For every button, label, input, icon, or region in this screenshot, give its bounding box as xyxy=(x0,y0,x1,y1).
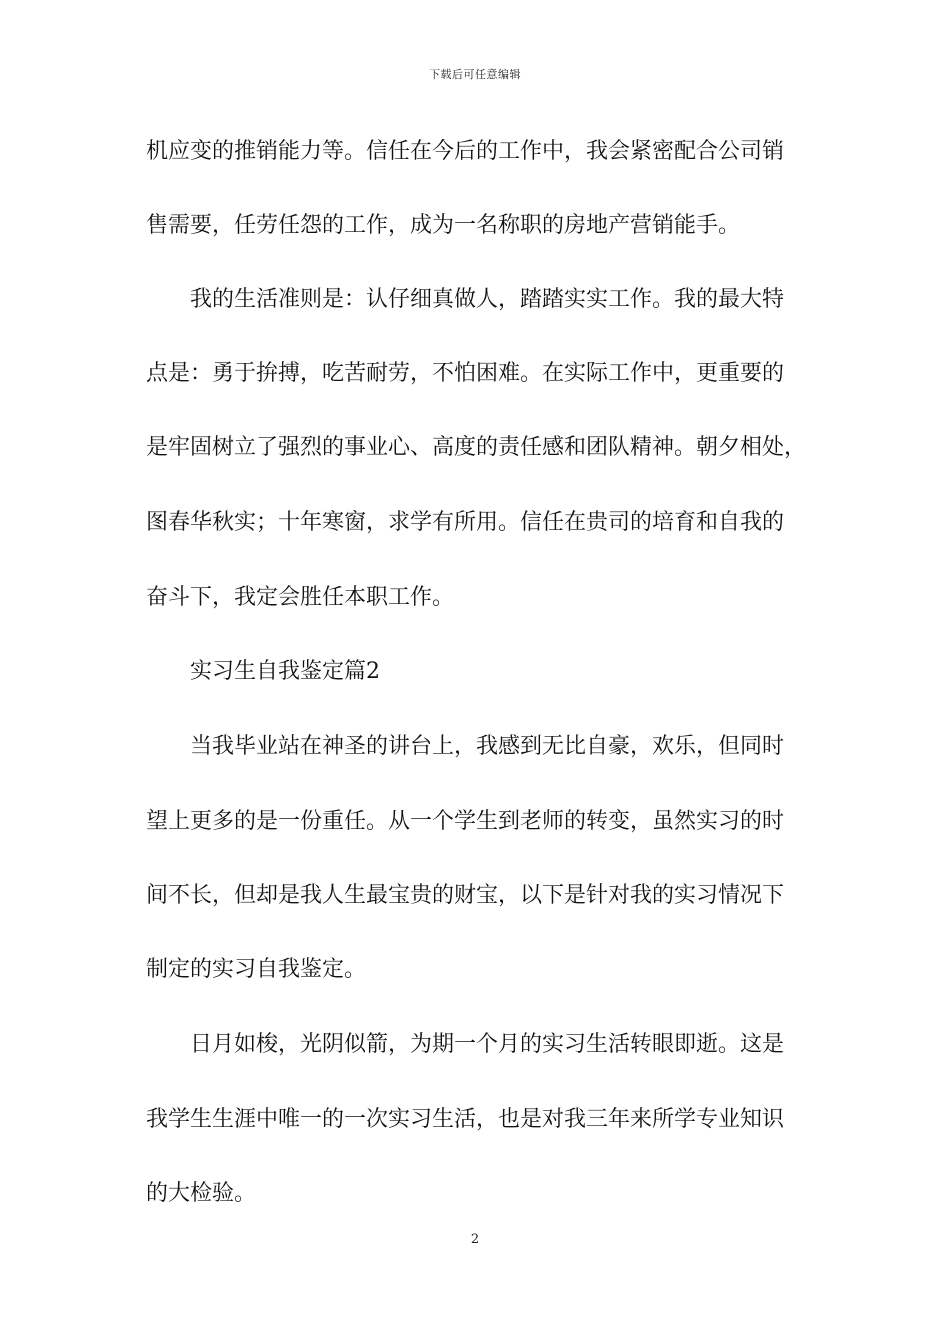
paragraph-start-line: 我的生活准则是：认仔细真做人，踏踏实实工作。我的最大特 xyxy=(190,287,785,312)
page-number: 2 xyxy=(470,1232,480,1247)
section-heading: 实习生自我鉴定篇2 xyxy=(190,659,380,684)
text-line: 图春华秋实；十年寒窗，求学有所用。信任在贵司的培育和自我的 xyxy=(146,510,785,535)
text-line: 是牢固树立了强烈的事业心、高度的责任感和团队精神。朝夕相处， xyxy=(146,435,807,460)
text-line: 望上更多的是一份重任。从一个学生到老师的转变，虽然实习的时 xyxy=(146,809,785,834)
paragraph-start-line: 当我毕业站在神圣的讲台上，我感到无比自豪，欢乐，但同时 xyxy=(190,734,785,759)
text-line: 售需要，任劳任怨的工作，成为一名称职的房地产营销能手。 xyxy=(146,213,741,238)
text-line: 点是：勇于拚搏，吃苦耐劳，不怕困难。在实际工作中，更重要的 xyxy=(146,361,785,386)
text-line: 奋斗下，我定会胜任本职工作。 xyxy=(146,585,455,610)
text-line: 机应变的推销能力等。信任在今后的工作中，我会紧密配合公司销 xyxy=(146,139,785,164)
page-header: 下载后可任意编辑 xyxy=(429,68,521,81)
text-line: 我学生生涯中唯一的一次实习生活，也是对我三年来所学专业知识 xyxy=(146,1107,785,1132)
text-line: 间不长，但却是我人生最宝贵的财宝，以下是针对我的实习情况下 xyxy=(146,883,785,908)
text-line: 的大检验。 xyxy=(146,1181,257,1206)
text-line: 制定的实习自我鉴定。 xyxy=(146,957,367,982)
paragraph-start-line: 日月如梭，光阴似箭，为期一个月的实习生活转眼即逝。这是 xyxy=(190,1032,785,1057)
